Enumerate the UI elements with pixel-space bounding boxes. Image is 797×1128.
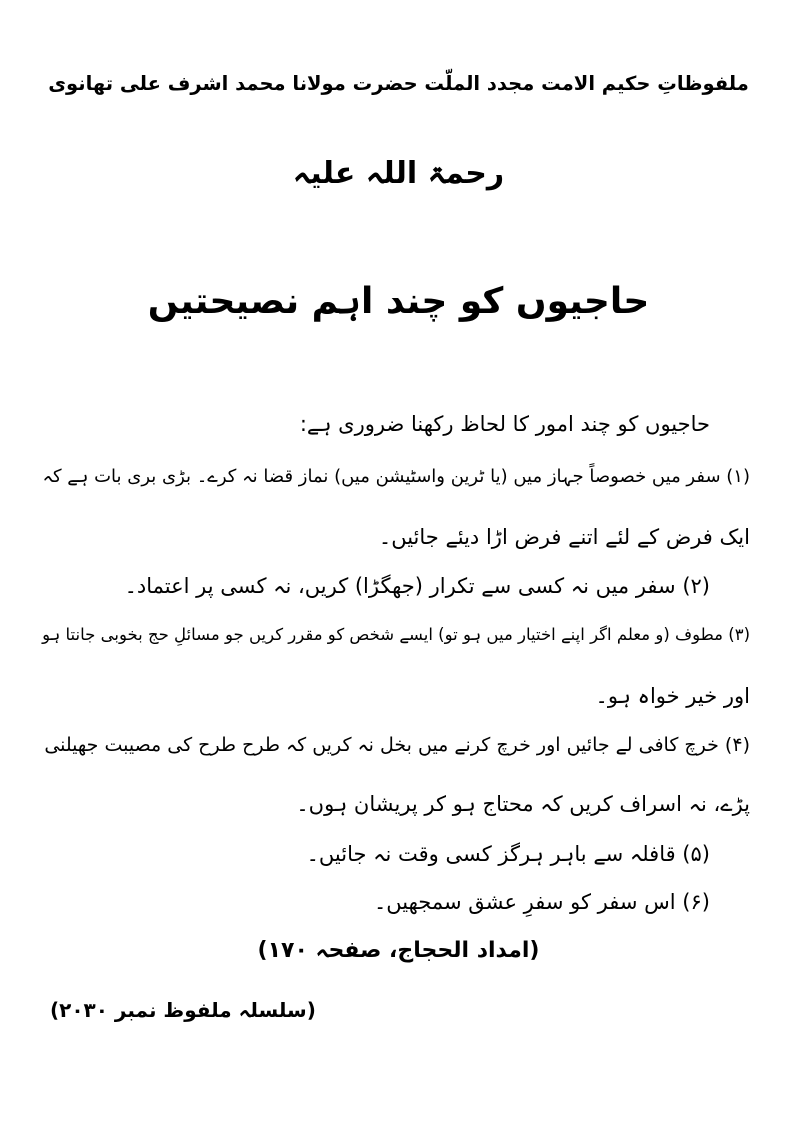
section-heading: حاجیوں کو چند اہم نصیحتیں <box>147 281 650 322</box>
intro-line: حاجیوں کو چند امور کا لحاظ رکھنا ضروری ہے: <box>299 412 710 436</box>
advice-line: پڑے، نہ اسراف کریں کہ محتاج ہو کر پریشان ہوں۔ <box>296 792 750 816</box>
advice-line: (۴) خرچ کافی لے جائیں اور خرچ کرنے میں بخل نہ کریں کہ طرح طرح کی مصیبت جھیلنی <box>44 734 750 756</box>
source-reference: (امداد الحجاج، صفحہ ۱۷۰) <box>257 938 540 963</box>
advice-line: (۳) مطوف (و معلم اگر اپنے اختیار میں ہو تو) ایسے شخص کو مقرر کریں جو مسائلِ حج بخوبی جانتا ہو <box>42 625 750 644</box>
advice-line: (۵) قافلہ سے باہر ہرگز کسی وقت نہ جائیں۔ <box>306 842 710 866</box>
advice-line: (۲) سفر میں نہ کسی سے تکرار (جھگڑا) کریں، نہ کسی پر اعتماد۔ <box>124 574 710 598</box>
advice-line: اور خیر خواہ ہو۔ <box>595 684 750 708</box>
advice-line: (۶) اس سفر کو سفرِ عشق سمجھیں۔ <box>373 890 710 914</box>
advice-line: (۱) سفر میں خصوصاً جہاز میں (یا ٹرین واسٹیشن میں) نماز قضا نہ کرے۔ بڑی بری بات ہے کہ <box>42 466 750 487</box>
document-subtitle: رحمۃ اللہ علیہ <box>292 156 505 191</box>
series-number: (سلسلہ ملفوظ نمبر ۲۰۳۰) <box>50 998 316 1022</box>
document-title: ملفوظاتِ حکیم الامت مجدد الملّت حضرت مولانا محمد اشرف علی تھانوی <box>48 72 749 95</box>
advice-line: ایک فرض کے لئے اتنے فرض اڑا دیئے جائیں۔ <box>378 525 750 549</box>
